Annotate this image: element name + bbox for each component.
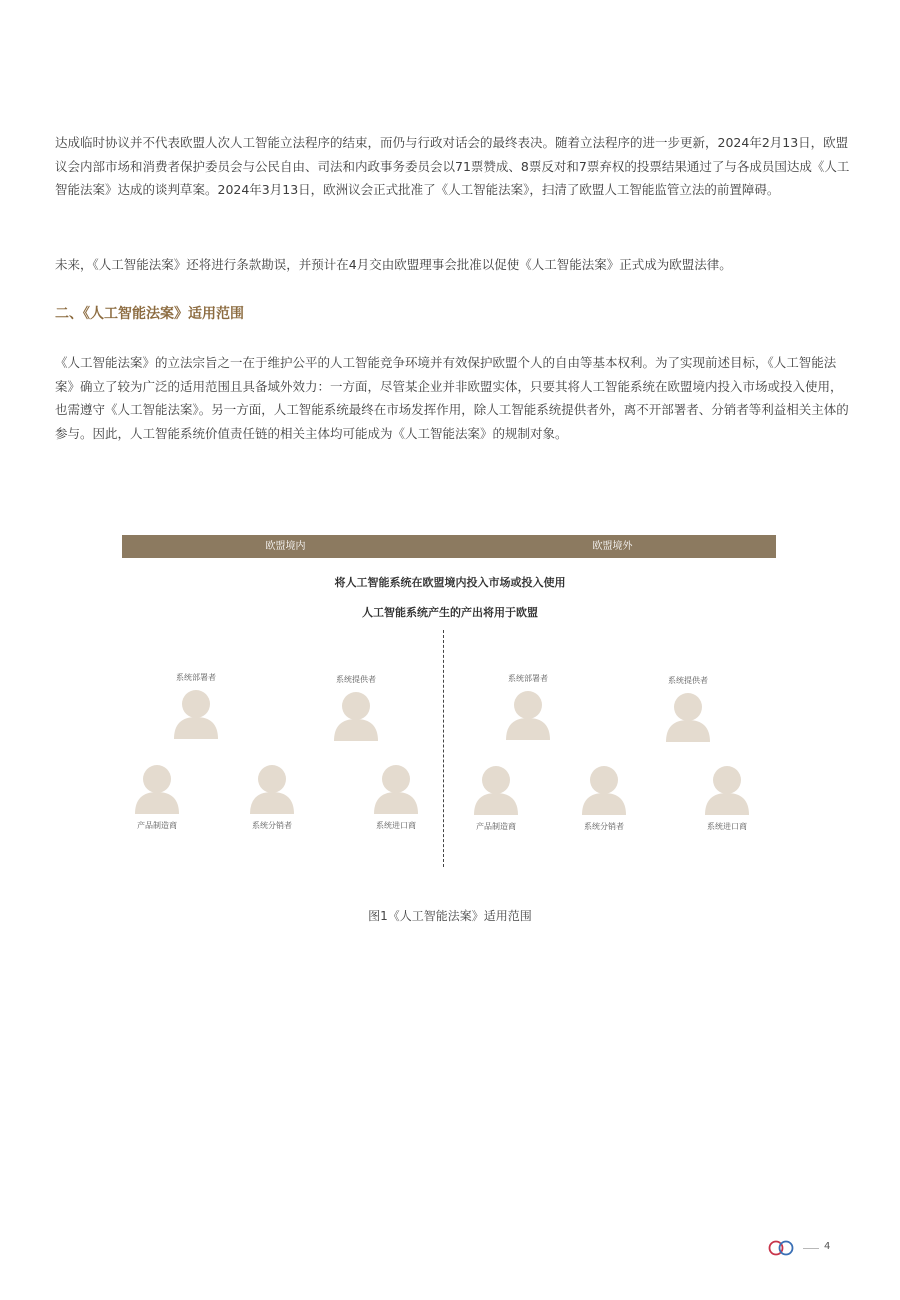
person-icon — [330, 689, 382, 741]
role-label: 系统部署者 — [176, 673, 216, 682]
person-left-distributor — [227, 762, 317, 831]
figure-condition-1: 将人工智能系统在欧盟境内投入市场或投入使用 — [334, 576, 566, 589]
person-right-deployer — [483, 673, 573, 740]
role-label: 产品制造商 — [476, 822, 516, 831]
role-label: 系统进口商 — [707, 822, 747, 831]
person-left-manufacturer — [112, 762, 202, 831]
person-icon — [701, 763, 753, 815]
person-left-deployer — [151, 672, 241, 739]
figure-header-bar — [122, 535, 776, 558]
person-left-importer — [351, 762, 441, 831]
figure-caption: 图1《人工智能法案》适用范围 — [368, 909, 532, 923]
paragraph-future-steps: 未来，《人工智能法案》还将进行条款勘误，并预计在4月交由欧盟理事会批准以促使《人工智能法案》正式成为欧盟法律。 — [55, 257, 732, 272]
person-left-provider — [311, 674, 401, 741]
role-label: 系统进口商 — [376, 821, 416, 830]
person-right-importer — [682, 763, 772, 832]
person-icon — [470, 763, 522, 815]
role-label: 系统分销者 — [252, 821, 292, 830]
person-icon — [131, 762, 183, 814]
header-eu-inside: 欧盟境内 — [265, 541, 306, 552]
person-icon — [662, 690, 714, 742]
person-right-provider — [643, 675, 733, 742]
role-label: 系统部署者 — [508, 674, 548, 683]
person-icon — [370, 762, 422, 814]
person-right-distributor — [559, 763, 649, 832]
person-icon — [246, 762, 298, 814]
figure-condition-2: 人工智能系统产生的产出将用于欧盟 — [362, 606, 538, 619]
header-eu-outside: 欧盟境外 — [592, 541, 633, 552]
person-right-manufacturer — [451, 763, 541, 832]
paragraph-legislative-progress: 达成临时协议并不代表欧盟人次人工智能立法程序的结束，而仍与行政对话会的最终表决。随着立法程序的进一步更新，2024年2月13日，欧盟议会内部市场和消费者保护委员会与公民自由、司法和内政事务委员会以71票赞成、8票反对和7票弃权的投票结果通过了与各成员国达成《人工智能法案》达成的谈判草案。2024年3月13日，欧洲议会正式批准了《人工智能法案》，扫清了欧盟人工智能监管立法的前置障碍。 — [55, 135, 850, 197]
paragraph-scope: 《人工智能法案》的立法宗旨之一在于维护公平的人工智能竞争环境并有效保护欧盟个人的自由等基本权利。为了实现前述目标，《人工智能法案》确立了较为广泛的适用范围且具备域外效力：一方面，尽管某企业并非欧盟实体，只要其将人工智能系统在欧盟境内投入市场或投入使用，也需遵守《人工智能法案》。另一方面，人工智能系统最终在市场发挥作用，除人工智能系统提供者外，离不开部署者、分销者等利益相关主体的参与。因此，人工智能系统价值责任链的相关主体均可能成为《人工智能法案》的规制对象。 — [55, 355, 849, 441]
person-icon — [578, 763, 630, 815]
role-label: 系统提供者 — [336, 675, 376, 684]
role-label: 产品制造商 — [137, 821, 177, 830]
footer-rule — [803, 1248, 819, 1249]
person-icon — [502, 688, 554, 740]
figure-divider — [443, 630, 444, 867]
page-number: 4 — [824, 1241, 831, 1252]
person-icon — [170, 687, 222, 739]
section-heading: 二、《人工智能法案》适用范围 — [55, 306, 244, 322]
role-label: 系统提供者 — [668, 676, 708, 685]
double-ring-logo-icon — [767, 1240, 795, 1256]
role-label: 系统分销者 — [584, 822, 624, 831]
